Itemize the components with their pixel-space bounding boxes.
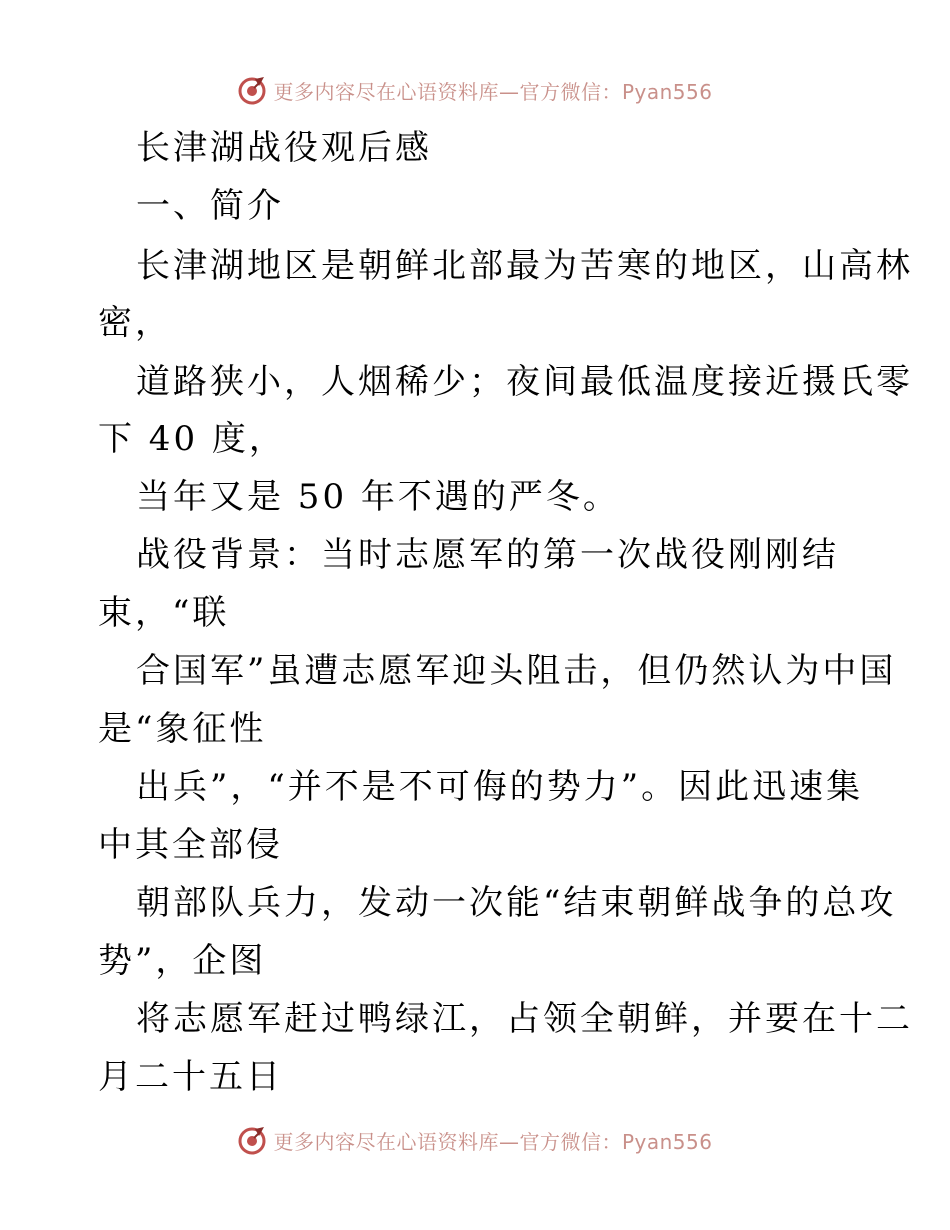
watermark-text: 更多内容尽在心语资料库—官方微信：Pyan556 bbox=[273, 1129, 713, 1154]
paragraph-line: 出兵”，“并不是不可侮的势力”。因此迅速集 bbox=[136, 767, 864, 807]
paragraph-line: 下 40 度， bbox=[98, 419, 286, 459]
paragraph-line: 中其全部侵 bbox=[98, 825, 283, 865]
paragraph-line: 长津湖地区是朝鲜北部最为苦寒的地区，山高林 bbox=[136, 246, 913, 286]
header-watermark bbox=[0, 70, 950, 110]
document-title: 长津湖战役观后感 bbox=[136, 128, 432, 168]
section-heading: 一、简介 bbox=[136, 186, 284, 226]
paragraph-line: 将志愿军赶过鸭绿江，占领全朝鲜，并要在十二 bbox=[136, 999, 913, 1039]
paragraph-line: 密， bbox=[98, 303, 172, 343]
paragraph-line: 朝部队兵力，发动一次能“结束朝鲜战争的总攻 bbox=[136, 883, 897, 923]
paragraph-line: 当年又是 50 年不遇的严冬。 bbox=[136, 477, 620, 517]
footer-watermark bbox=[0, 1120, 950, 1160]
paragraph-line: 道路狭小，人烟稀少；夜间最低温度接近摄氏零 bbox=[136, 362, 913, 402]
pen-circle-logo bbox=[237, 75, 267, 105]
paragraph-line: 是“象征性 bbox=[98, 709, 267, 749]
paragraph-line: 势”，企图 bbox=[98, 941, 267, 981]
paragraph-line: 合国军”虽遭志愿军迎头阻击，但仍然认为中国 bbox=[136, 651, 897, 691]
pen-circle-logo bbox=[237, 1125, 267, 1155]
watermark-text: 更多内容尽在心语资料库—官方微信：Pyan556 bbox=[273, 79, 713, 104]
paragraph-line: 束，“联 bbox=[98, 593, 230, 633]
paragraph-line: 月二十五日 bbox=[98, 1057, 283, 1097]
paragraph-line: 战役背景：当时志愿军的第一次战役刚刚结 bbox=[136, 535, 839, 575]
